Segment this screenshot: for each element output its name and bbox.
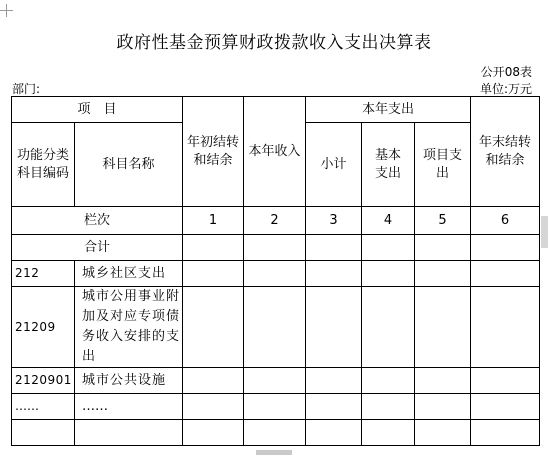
table-cell [244,261,306,287]
table-cell [306,420,362,446]
table-cell [244,394,306,420]
column-index-row [12,207,540,235]
header-subtotal: 小计 [306,123,362,207]
table-cell [362,394,415,420]
table-cell [244,420,306,446]
column-index-number: 6 [471,207,540,235]
table-cell [471,420,540,446]
table-row [12,394,540,420]
header-expense-group: 本年支出 [306,97,471,123]
subject-name-cell: 城市公共设施 [75,368,183,394]
table-row [12,261,540,287]
table-cell [471,261,540,287]
header-opening-balance: 年初结转和结余 [183,97,244,207]
table-cell [415,394,471,420]
column-index-number: 5 [415,207,471,235]
total-row [12,235,540,261]
subject-name-cell: 城乡社区支出 [75,261,183,287]
table-cell [362,287,415,368]
table-cell [244,368,306,394]
func-code-cell [12,420,75,446]
column-index-number: 1 [183,207,244,235]
header-func-code: 功能分类科目编码 [12,123,75,207]
func-code-cell: 21209 [12,287,75,368]
column-index-label: 栏次 [12,207,183,235]
header-basic-expense: 基本支出 [362,123,415,207]
table-cell [471,287,540,368]
unit-label: 单位:万元 [479,82,532,96]
table-cell [362,420,415,446]
table-cell [415,420,471,446]
scrollbar-thumb[interactable] [256,450,292,455]
func-code-cell: 212 [12,261,75,287]
table-cell [183,420,244,446]
header-project-expense: 项目支出 [415,123,471,207]
table-row [12,368,540,394]
table-cell [306,235,362,261]
table-cell [306,368,362,394]
column-index-number: 2 [244,207,306,235]
table-cell [415,368,471,394]
table-cell [362,261,415,287]
total-label: 合计 [12,235,183,261]
column-index-number: 4 [362,207,415,235]
table-cell [415,235,471,261]
table-cell [306,394,362,420]
table-cell [306,261,362,287]
table-cell [471,394,540,420]
table-cell [471,235,540,261]
table-cell [183,261,244,287]
form-code: 公开08表 [480,65,532,79]
table-cell [183,287,244,368]
table-cell [244,235,306,261]
scrollbar-thumb[interactable] [541,216,548,248]
budget-table [11,96,540,446]
table-cell [183,235,244,261]
table-cell [415,261,471,287]
table-cell [244,287,306,368]
table-cell [183,368,244,394]
header-item-group: 项 目 [12,97,183,123]
table-row [12,420,540,446]
table-cell [306,287,362,368]
header-closing-balance: 年末结转和结余 [471,97,540,207]
subject-name-cell: …… [75,394,183,420]
header-income: 本年收入 [244,97,306,207]
department-label: 部门: [12,82,41,96]
crop-mark-icon [0,4,14,18]
subject-name-cell: 城市公用事业附加及对应专项债务收入安排的支出 [75,287,183,368]
table-cell [362,368,415,394]
func-code-cell: …… [12,394,75,420]
header-subject-name: 科目名称 [75,123,183,207]
column-index-number: 3 [306,207,362,235]
table-cell [362,235,415,261]
func-code-cell: 2120901 [12,368,75,394]
document-title: 政府性基金预算财政拨款收入支出决算表 [116,33,432,53]
table-cell [183,394,244,420]
table-row [12,287,540,368]
table-cell [471,368,540,394]
subject-name-cell [75,420,183,446]
table-cell [415,287,471,368]
